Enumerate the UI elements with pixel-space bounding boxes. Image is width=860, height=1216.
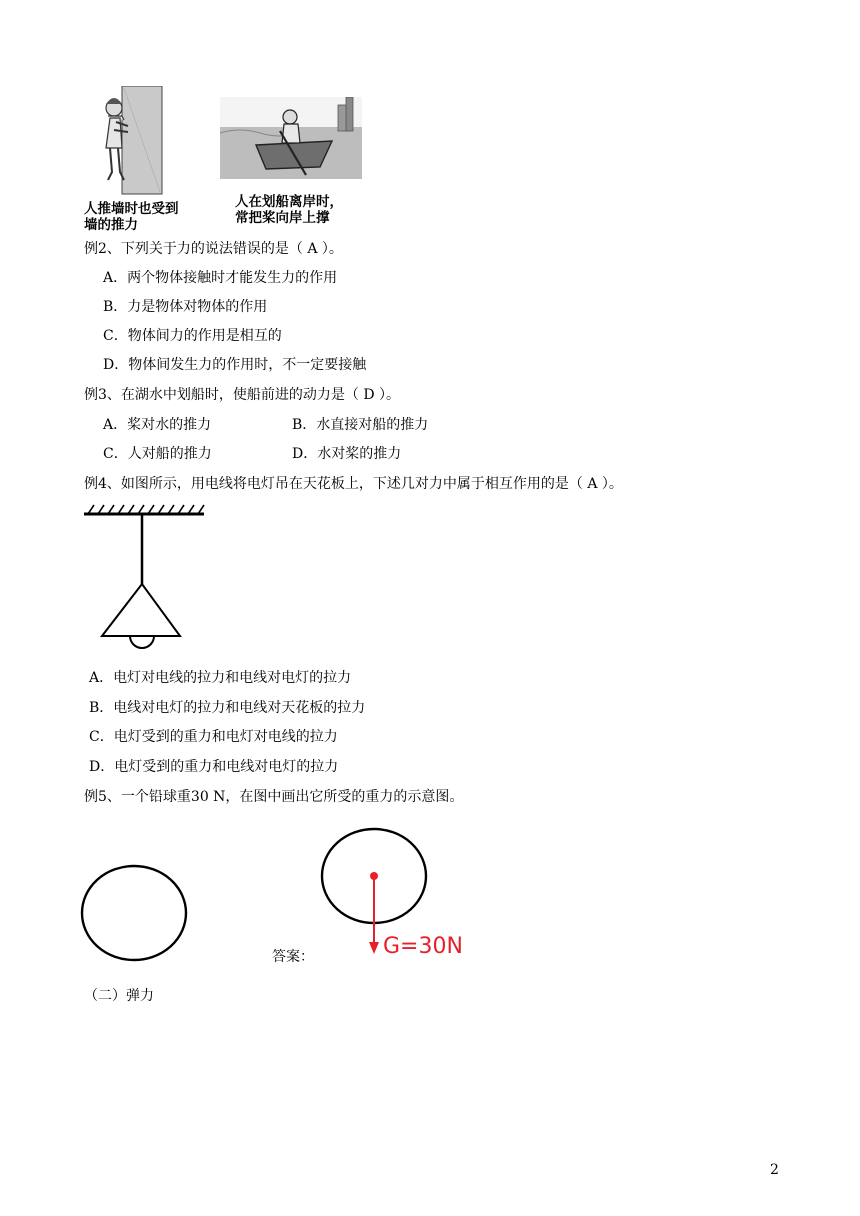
ex3-option-b: B．水直接对船的推力 — [292, 417, 429, 433]
row-boat-caption-line2: 常把桨向岸上撑 — [235, 210, 330, 226]
ex2-option-a: A．两个物体接触时才能发生力的作用 — [103, 270, 338, 286]
ex3-option-d: D．水对桨的推力 — [292, 446, 402, 462]
ex2-question: 例2、下列关于力的说法错误的是（ A ）。 — [84, 241, 343, 257]
row-boat-caption-line1: 人在划船离岸时， — [235, 194, 343, 210]
ex4-option-a: A．电灯对电线的拉力和电线对电灯的拉力 — [89, 670, 352, 686]
lamp-bulb — [130, 636, 154, 648]
ex4-option-d: D．电灯受到的重力和电线对电灯的拉力 — [89, 759, 339, 775]
gravity-force-label: G=30N — [383, 934, 463, 959]
ex2-option-d: D．物体间发生力的作用时，不一定要接触 — [103, 357, 367, 373]
section-heading-elastic-force: （二）弹力 — [84, 988, 154, 1004]
ex4-question: 例4、如图所示，用电线将电灯吊在天花板上，下述几对力中属于相互作用的是（ A ）。 — [84, 476, 623, 492]
ex3-option-a: A．桨对水的推力 — [103, 417, 212, 433]
ex3-question: 例3、在湖水中划船时，使船前进的动力是（ D ）。 — [84, 387, 401, 403]
ex5-question: 例5、一个铅球重30 N，在图中画出它所受的重力的示意图。 — [84, 789, 464, 805]
ex4-option-b: B．电线对电灯的拉力和电线对天花板的拉力 — [89, 700, 366, 716]
ex3-option-c: C．人对船的推力 — [103, 446, 212, 462]
push-wall-caption-line1: 人推墙时也受到 — [84, 201, 179, 217]
ex4-option-c: C．电灯受到的重力和电灯对电线的拉力 — [89, 729, 338, 745]
gravity-arrow-head — [369, 942, 379, 954]
ex2-option-c: C．物体间力的作用是相互的 — [103, 328, 282, 344]
push-wall-illustration — [96, 86, 166, 196]
shot-put-circle-blank — [78, 862, 192, 966]
lamp-shade — [102, 584, 180, 636]
row-boat-illustration — [220, 97, 362, 179]
hanging-lamp-diagram — [80, 502, 210, 662]
push-wall-caption-line2: 墙的推力 — [84, 217, 138, 233]
ex2-option-b: B．力是物体对物体的作用 — [103, 299, 268, 315]
ex5-answer-label: 答案： — [272, 949, 314, 965]
page-number: 2 — [770, 1162, 779, 1178]
